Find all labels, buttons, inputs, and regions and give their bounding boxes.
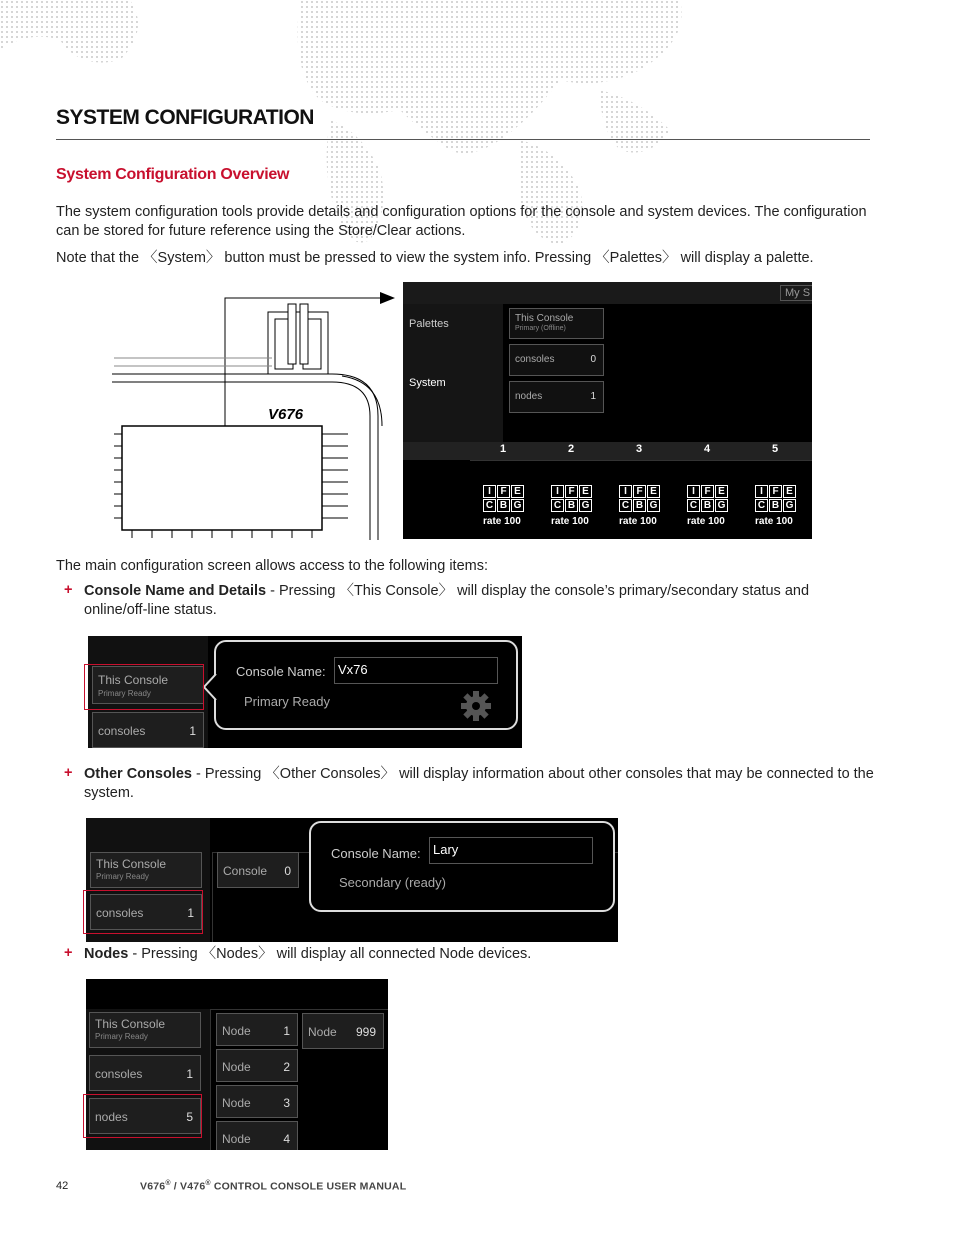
gear-icon[interactable] [460,690,492,722]
palette-cell[interactable]: G [579,499,592,512]
palette-cell[interactable]: B [633,499,646,512]
section-heading: System Configuration Overview [56,166,290,183]
palette-cell[interactable]: I [619,485,632,498]
palette-cell[interactable]: F [769,485,782,498]
consoles-button[interactable]: consoles 1 [89,1055,201,1091]
palette-rate: rate 100 [483,516,521,527]
consoles-button[interactable]: consoles 0 [509,344,604,376]
console-model-label: V676 [268,406,304,423]
palette-cell[interactable]: G [715,499,728,512]
bullet-other-consoles: Other Consoles - Pressing 〈Other Consoles〉 will display information about other consoles that may be connected to the system. [84,766,874,801]
nodes-button[interactable]: nodes 5 [89,1098,201,1134]
console-button[interactable]: Console 0 [217,852,299,888]
palettes-button[interactable]: Palettes [409,318,449,330]
palette-cell[interactable]: B [701,499,714,512]
note-paragraph: Note that the 〈System〉 button must be pressed to view the system info. Pressing 〈Palettes〉 will display a palette. [56,250,814,266]
palette-column-number[interactable]: 5 [772,443,779,455]
palette-cell[interactable]: B [769,499,782,512]
console-info-popup: Console Name: Lary Secondary (ready) [309,821,615,912]
palette-cell[interactable]: B [497,499,510,512]
palette-column-number[interactable]: 3 [636,443,643,455]
palette-cell[interactable]: F [701,485,714,498]
bullet-marker: + [64,582,73,598]
system-button[interactable]: System [409,377,446,389]
palette-column-number[interactable]: 1 [500,443,507,455]
bullet-marker: + [64,945,73,961]
palette-cell[interactable]: E [579,485,592,498]
palette-cell[interactable]: G [783,499,796,512]
this-console-button[interactable]: This Console Primary (Offline) [509,308,604,339]
palette-cell[interactable]: E [511,485,524,498]
palette-cell[interactable]: E [783,485,796,498]
nodes-button[interactable]: nodes 1 [509,381,604,413]
palette-cell[interactable]: I [483,485,496,498]
node-button[interactable]: Node 1 [216,1013,298,1046]
intro-paragraph: The system configuration tools provide details and configuration options for the console and system devices. The configuration can be stored for future reference using the Store/Clear actions. [56,204,867,239]
palette-cell[interactable]: E [715,485,728,498]
palette-cell[interactable]: I [687,485,700,498]
console-name-input[interactable]: Vx76 [334,657,498,684]
highlight-box [83,1094,202,1138]
palette-column-number[interactable]: 2 [568,443,575,455]
palette-cell[interactable]: F [633,485,646,498]
bullet-console-name: Console Name and Details - Pressing 〈This Console〉 will display the console’s primary/secondary status and online/off-line status. [84,583,810,618]
palette-rate: rate 100 [755,516,793,527]
highlight-box [83,890,203,934]
palette-cell[interactable]: F [497,485,510,498]
palette-cell[interactable]: G [647,499,660,512]
bullet-marker: + [64,765,73,781]
palette-cell[interactable]: C [483,499,496,512]
node-button[interactable]: Node 3 [216,1085,298,1118]
palette-rate: rate 100 [619,516,657,527]
console-info-popup: Console Name: Vx76 Primary Ready [214,640,518,730]
this-console-button[interactable]: This Console Primary Ready [90,852,202,888]
consoles-button[interactable]: consoles 1 [90,894,202,930]
search-field[interactable]: My S [780,285,812,301]
palette-cell[interactable]: B [565,499,578,512]
palette-cell[interactable]: E [647,485,660,498]
palette-cell[interactable]: F [565,485,578,498]
palette-cell[interactable]: C [619,499,632,512]
palette-cell[interactable]: G [511,499,524,512]
system-screen [403,282,812,539]
palette-cell[interactable]: I [755,485,768,498]
palette-rate: rate 100 [687,516,725,527]
bullet-nodes: Nodes - Pressing 〈Nodes〉 will display all connected Node devices. [84,946,532,962]
console-name-input[interactable]: Lary [429,837,593,864]
items-intro: The main configuration screen allows access to the following items: [56,558,488,574]
palette-cell[interactable]: C [755,499,768,512]
node-button[interactable]: Node 2 [216,1049,298,1082]
palette-rate: rate 100 [551,516,589,527]
footer-title: V676® / V476® CONTROL CONSOLE USER MANUAL [140,1180,407,1193]
highlight-box [84,664,204,710]
console-drawing [112,286,404,540]
palette-column-number[interactable]: 4 [704,443,711,455]
node-button-extra[interactable]: Node 999 [302,1013,384,1049]
page-heading: SYSTEM CONFIGURATION [56,106,314,129]
palette-cell[interactable]: C [687,499,700,512]
this-console-button[interactable]: This Console Primary Ready [89,1012,201,1048]
this-console-button[interactable]: This Console Primary Ready [92,666,204,704]
page-number: 42 [56,1180,69,1192]
consoles-button[interactable]: consoles 1 [92,712,204,748]
node-button[interactable]: Node 4 [216,1121,298,1150]
palette-cell[interactable]: C [551,499,564,512]
palette-cell[interactable]: I [551,485,564,498]
heading-rule [56,139,870,140]
